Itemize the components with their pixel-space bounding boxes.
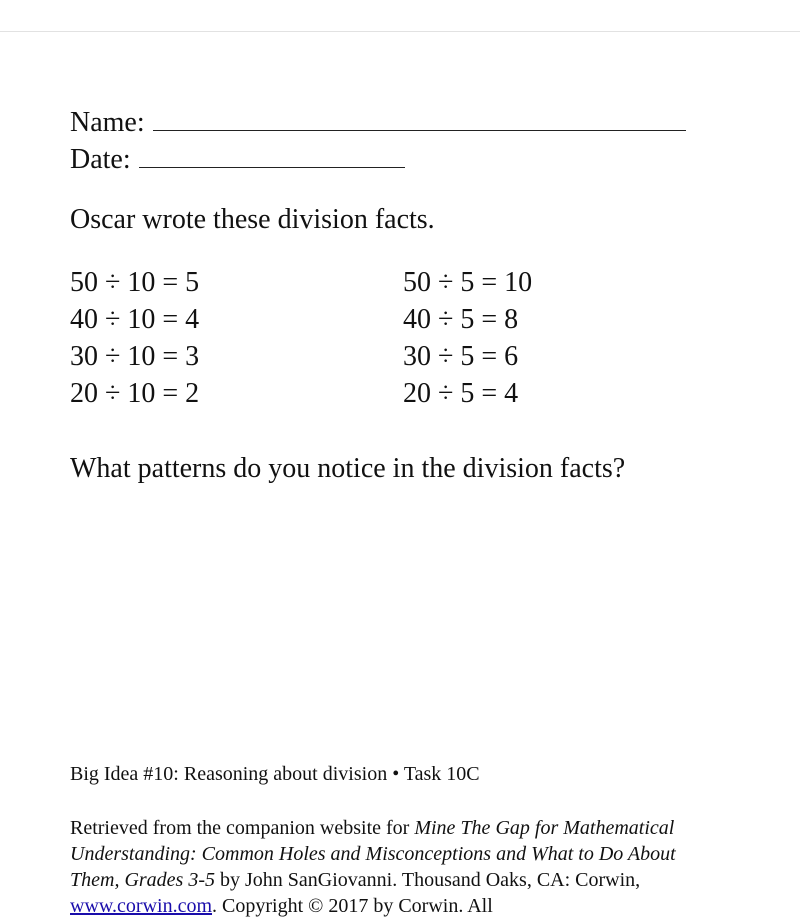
date-label: Date: <box>70 144 131 175</box>
division-fact: 20 ÷ 10 = 2 <box>70 378 200 409</box>
intro-text: Oscar wrote these division facts. <box>70 204 435 235</box>
task-label: Big Idea #10: Reasoning about division • Task 10C <box>70 763 480 785</box>
source-prefix: Retrieved from the companion website for <box>70 817 415 839</box>
division-fact: 50 ÷ 5 = 10 <box>403 267 533 298</box>
question-text: What patterns do you notice in the division facts? <box>70 453 626 484</box>
name-label: Name: <box>70 107 145 138</box>
date-field <box>70 143 405 176</box>
source-mid: by John SanGiovanni. Thousand Oaks, CA: Corwin, <box>215 869 641 891</box>
facts-right-column <box>403 264 532 412</box>
date-blank-line <box>139 143 405 168</box>
name-field <box>70 106 686 139</box>
source-suffix: . Copyright © 2017 by Corwin. All <box>212 895 493 917</box>
corwin-link[interactable]: www.corwin.com <box>70 895 213 917</box>
page-top-border <box>0 31 800 32</box>
name-blank-line <box>153 106 686 131</box>
division-fact: 40 ÷ 10 = 4 <box>70 304 200 335</box>
division-fact: 50 ÷ 10 = 5 <box>70 267 200 298</box>
division-fact: 30 ÷ 10 = 3 <box>70 341 200 372</box>
division-fact: 40 ÷ 5 = 8 <box>403 304 519 335</box>
division-fact: 20 ÷ 5 = 4 <box>403 378 519 409</box>
division-fact: 30 ÷ 5 = 6 <box>403 341 519 372</box>
book-title: Mine The Gap for Mathematical Understanding: Common Holes and Misconceptions and What to Do About Them, Grades 3-5 <box>70 817 676 891</box>
source-citation <box>70 815 720 919</box>
facts-left-column <box>70 264 199 412</box>
